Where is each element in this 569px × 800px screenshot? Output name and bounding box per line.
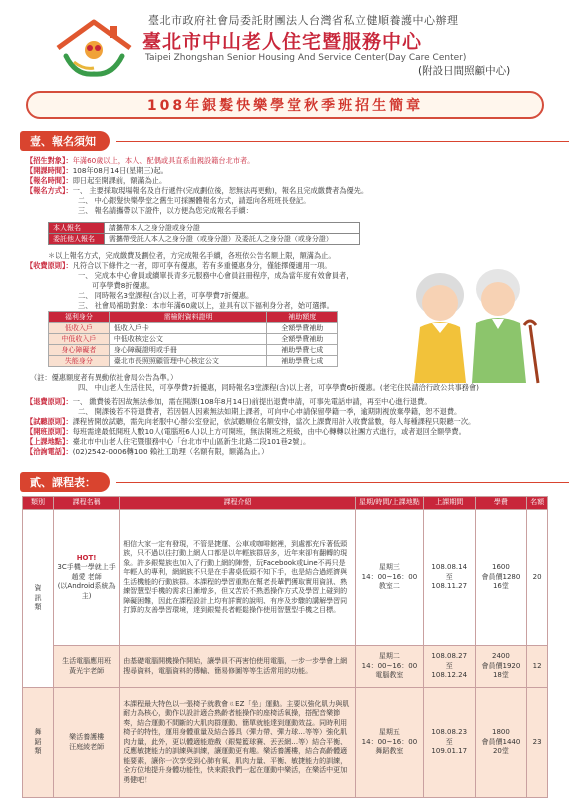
info-line-target: 【招生對象】：年滿60歲以上，本人、配偶或具直系血親設籍台北市者。: [26, 156, 255, 165]
house-logo-icon: [54, 18, 134, 80]
table-cell: 委託他人報名: [49, 234, 105, 245]
table-cell: 需攜帶受託人本人之身分證（或身分證）及委託人之身分證（或身分證）: [104, 234, 359, 245]
table-cell: 請攜帶本人之身分證或身分證: [104, 223, 359, 234]
table-header: 課程介紹: [120, 497, 356, 510]
location-line: 【上課地點】：臺北市中山老人住宅暨服務中心「台北市中山區新生北路二段101巷2號」。: [26, 437, 311, 446]
course-quota: 23: [527, 688, 548, 798]
course-period: 108.08.14 至 108.11.27: [423, 510, 475, 646]
section-header-registration: [20, 131, 569, 151]
refund-rule-2: 二、 開課後若不符退費者，若因個人因素無法如期上課者，可向中心申請保留學籍一季，逾期則視放棄學籍，恕不退費。: [78, 407, 462, 416]
refund-rule: 【退費原則】：一、 繳費後若因故無法參加，需在開課(108年8月14日)前提出退費申請，可事先電話申請，再至中心進行退費。: [26, 397, 432, 406]
course-table: [22, 496, 548, 798]
fee-note: ＊以上報名方式，完成繳費及劃位者，方完成報名手續，各班依公告名額上限，額滿為止。: [48, 251, 336, 260]
center-subtitle-cn: (附設日間照顧中心): [418, 65, 511, 77]
course-category: 資 訊 類: [23, 510, 54, 688]
course-quota: 20: [527, 510, 548, 646]
table-row: [23, 646, 548, 688]
course-fee: 1600 會員價1280 16堂: [475, 510, 527, 646]
course-name: 生活電腦應用班 黃光宇老師: [54, 646, 120, 688]
course-table-header: [23, 497, 548, 510]
fee-rule-2: 二、 同時報名3堂課程(含)以上者，可享學費7折優惠。: [78, 291, 254, 300]
fee-rule-3: 三、 社會局補助對象：本市年滿60歲以上，並具有以下福利身分者，始可選擇。: [78, 301, 334, 310]
info-line-signup-method: 【報名方式】：一、 主要採取現場報名及自行遞件(完成劃位後，恕無法再更動)，報名且完成繳費者為優先。: [26, 186, 369, 195]
table-header: 星期/時間/上課地點: [355, 497, 423, 510]
course-period: 108.08.23 至 109.01.17: [423, 688, 475, 798]
course-time: 星期二 14：00~16：00 電腦教室: [355, 646, 423, 688]
info-line-start: 【開課時間】：108年08月14日(星期三)起。: [26, 166, 168, 175]
banner-text: 108年銀髮快樂學堂秋季班招生簡章: [146, 98, 424, 114]
table-row: 低收入戶 低收入戶卡 全額學費補助: [49, 323, 338, 334]
table-row: 身心障礙者 身心障礙證明或手冊 補助學費七成: [49, 345, 338, 356]
table-header: 學費: [475, 497, 527, 510]
fee-rule: 【收費原則】：凡符合以下條件之一者，即可享有優惠，若有多重優惠身分，僅能擇優適用一項。: [26, 261, 332, 270]
course-intro: 本課程最大特色以一張椅子就教會ㄍEZ「坐」運動。主要以強化肌力與肌耐力為核心，動作以設計適合熟齡者能操作的座椅活氧操，搭配音樂節奏，結合運動不間斷的大肌肉群運動、簡單就能達到運動效益。同時利用椅子的特性，運用身體重量及結合器具（彈力帶、彈力球…等等）強化肌肉力量，此外，更以體適能遊戲（銀髮籃球賽、丟丟網…等）結合平衡、反應敏捷能力的訓練與訓練，讓運動更有趣。樂活養護樓，結合高齡體適能要素，讓你一次享受到心肺有氧、肌肉力量、平衡、敏捷能力的訓練，全方位地提升身體功能性，快來跟我們一起在運動中樂活，在樂活中更加勇健吧！: [120, 688, 356, 798]
trial-rule: 【試聽原則】：課程皆開放試聽，需先向老服中心辦公室登記，依試聽順位名額安排，當次上課費用計入收費當數，每人每種課程只限聽一次。: [26, 417, 476, 426]
course-intro: 相信大家一定有發現，不管是捷運、公車或咖啡館裡，到處都充斥著低頭族，只不過以往打動上網人口都是以年輕族群居多，近年來卻有翻轉的現象。許多銀髮族也加入了行動上網的陣營，玩Facebook或Line不再只是年輕人的專利，網網族不只是在手書桌低頭不知下手，也是結合過經濟與生活機能的行動族群。本課程的學習重點在幫老長輩們獲取實用資訊、熟練智慧型手機的需求日漸增多，但又苦於不熟悉操作方式及學習上碰到的障礙困難，因此在課程設計上均有詳實的說明、有序及步驟的講解學習同打算的友善學習環境，達到銀髮長者輕鬆操作使用智慧型手機之目標。: [120, 510, 356, 646]
section-title: 貳、課程表：: [20, 472, 110, 492]
course-name-cell: [54, 510, 120, 646]
course-period: 108.08.27 至 108.12.24: [423, 646, 475, 688]
contact-line: 【洽詢電話】：(02)2542-0006轉100 賴社工助理（名額有限，額滿為止。）: [26, 447, 269, 456]
center-title: 臺北市中山老人住宅暨服務中心: [142, 31, 423, 53]
section-title: 壹、報名須知: [20, 131, 110, 151]
course-name: 3C手機一學就上手 趙愛 老師 (以Android系統為主): [57, 563, 116, 600]
table-row: [23, 510, 548, 646]
table-header: 福利身分: [49, 312, 110, 323]
hot-badge: HOT!: [76, 553, 97, 562]
course-time: 星期五 14：00~16：00 舞蹈教室: [355, 688, 423, 798]
course-name: 樂活養護樓 汪庭綾老師: [54, 688, 120, 798]
course-fee: 2400 會員價1920 18堂: [475, 646, 527, 688]
id-doc-table: [48, 222, 360, 245]
table-header: 名額: [527, 497, 548, 510]
info-line-signup-time: 【報名時間】：即日起至開課前，額滿為止。: [26, 176, 167, 185]
organizer-line: 臺北市政府社會局委託財團法人台灣省私立健順養護中心辦理: [148, 14, 459, 27]
table-header: 類別: [23, 497, 54, 510]
open-class-rule: 【開班原則】：每班需達最低開班人數10人(電腦班6人)以上方可開班，無法開班之班級，由中心轉轉以社團方式進行，或者退回全額學費。: [26, 427, 466, 436]
title-banner: [26, 91, 544, 119]
course-time: 星期三 14：00~16：00 教室二: [355, 510, 423, 646]
course-intro: 由基礎電腦開機操作開始，讓學員不再害怕使用電腦，一步一步學會上網搜尋資料，電腦資料的傳輸、簡易修圖等等生活常用的功能。: [120, 646, 356, 688]
course-quota: 12: [527, 646, 548, 688]
info-line-group: 二、 中心銀髮快樂學堂之舊生可採團體報名方式，請逕向各班班長登記。: [78, 196, 311, 205]
elderly-couple-illustration: [380, 255, 550, 385]
section-header-schedule: [20, 472, 569, 492]
fee-rule-1: 一、 完成本中心會員或續單長青多元服務中心會員註冊程序，成為當年度有效會員者，: [78, 271, 354, 280]
welfare-table: [48, 311, 338, 367]
table-row: 失能身分 臺北市長照照顧管理中心核定公文 補助學費七成: [49, 356, 338, 367]
center-subtitle-en: Taipei Zhongshan Senior Housing And Service Center(Day Care Center): [145, 53, 467, 63]
info-line-docs: 三、 報名請攜帶以下證件，以方便為您完成報名手續：: [78, 206, 253, 215]
fee-rule-1b: 可享學費8折優惠。: [92, 281, 155, 290]
table-row: [23, 688, 548, 798]
table-cell: 本人報名: [49, 223, 105, 234]
table-header: 補助額度: [267, 312, 338, 323]
note-discount: （註：優惠額度者有異動依社會局公告為準。）: [30, 373, 178, 382]
section-rule: [116, 141, 569, 142]
table-header: 上課期間: [423, 497, 475, 510]
section-rule: [116, 482, 569, 483]
header: [0, 0, 569, 84]
note-resident: 四、 中山老人生活住民，可享學費7折優惠，同時報名3堂課程(含)以上者，可享學費6折優惠。(老宅住民請洽行政公共事務會): [78, 383, 479, 392]
table-row: 中低收入戶 中低收核定公文 全額學費補助: [49, 334, 338, 345]
table-header: 課程名稱: [54, 497, 120, 510]
course-category: 舞 蹈 類: [23, 688, 54, 798]
table-header: 需檢附資料證明: [109, 312, 267, 323]
course-fee: 1800 會員價1440 20堂: [475, 688, 527, 798]
